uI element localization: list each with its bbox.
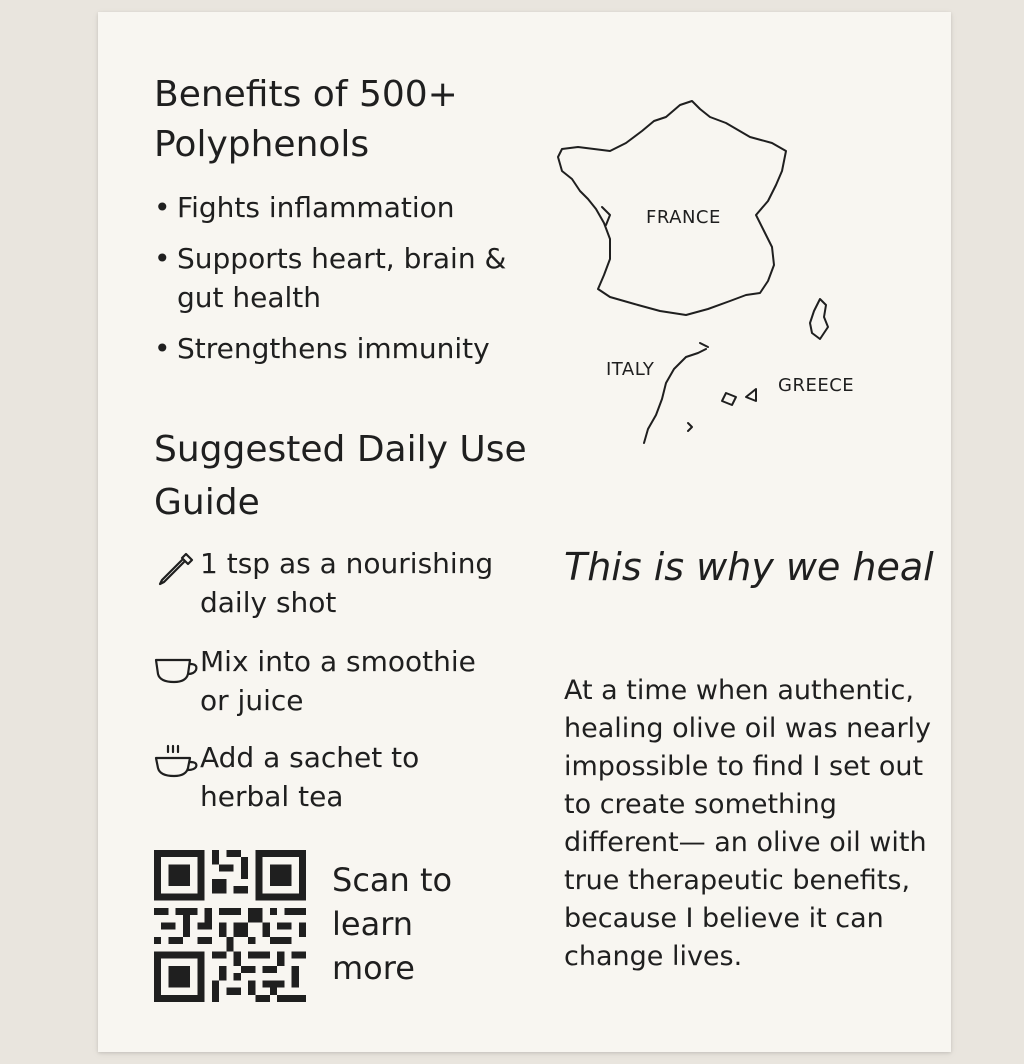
- guide-title: Suggested Daily Use Guide: [154, 429, 527, 523]
- benefits-list: [154, 188, 534, 380]
- guide-item-tea: [152, 738, 522, 816]
- dropper-icon: [152, 548, 200, 588]
- story-title: This is why we heal: [564, 545, 934, 589]
- story-body: At a time when authentic, healing olive oil was nearly impossible to find I set out to create something different— an olive oil with true therapeutic benefits, because I believe it can change lives.: [564, 675, 932, 972]
- map-label-italy: ITALY: [606, 359, 655, 380]
- guide-item-shot: [152, 544, 522, 622]
- region-map: [550, 87, 880, 462]
- benefit-item: • Strengthens immunity: [154, 329, 534, 368]
- info-card: [98, 12, 951, 1052]
- guide-text: 1 tsp as a nourishing daily shot: [200, 547, 494, 619]
- map-outline-icon: [550, 87, 880, 462]
- qr-label: Scan to learn more: [332, 861, 453, 987]
- guide-text: Mix into a smoothie or juice: [200, 645, 476, 717]
- tea-cup-icon: [152, 742, 200, 782]
- qr-code-icon[interactable]: [154, 850, 306, 1002]
- map-label-greece: GREECE: [778, 375, 855, 396]
- benefit-item: • Fights inflammation: [154, 188, 534, 227]
- cup-icon: [152, 646, 200, 686]
- benefit-item: • Supports heart, brain & gut health: [154, 239, 534, 317]
- map-label-france: FRANCE: [646, 207, 721, 228]
- guide-text: Add a sachet to herbal tea: [200, 741, 420, 813]
- guide-item-smoothie: [152, 642, 522, 720]
- benefits-title: Benefits of 500+ Polyphenols: [154, 74, 458, 165]
